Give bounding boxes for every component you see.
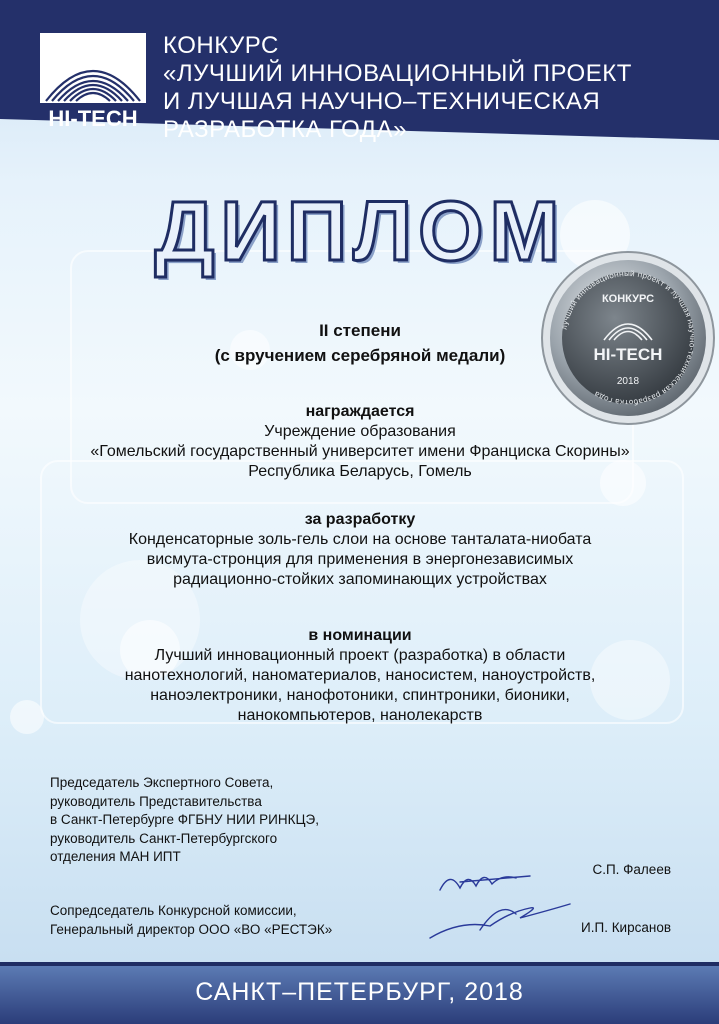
signatory2-title (50, 902, 332, 939)
decor-circle (10, 700, 44, 734)
awarded-block (60, 402, 660, 482)
diploma-title: ДИПЛОМ (154, 184, 566, 278)
signatory1-line: руководитель Представительства (50, 793, 262, 809)
development-block (60, 510, 660, 590)
signatory1-line: руководитель Санкт-Петербургского (50, 830, 278, 846)
nomination-block (60, 626, 660, 726)
signatory1-title (50, 774, 319, 867)
awarded-line: Республика Беларусь, Гомель (248, 463, 472, 480)
contest-title-line: И ЛУЧШАЯ НАУЧНО–ТЕХНИЧЕСКАЯ (163, 88, 601, 115)
medal-label-top: КОНКУРС (601, 293, 655, 305)
degree-note: (с вручением серебряной медали) (214, 346, 506, 365)
signatory2-line: Генеральный директор ООО «ВО «РЕСТЭК» (50, 921, 333, 937)
nomination-line: Лучший инновационный проект (разработка) в области (154, 647, 566, 664)
signatory1-line: Председатель Экспертного Совета, (50, 775, 274, 790)
signatory2-name: И.П. Кирсанов (581, 920, 671, 935)
medal-logo-text: HI-TECH (593, 345, 663, 364)
contest-title-line: РАЗРАБОТКА ГОДА» (163, 116, 407, 143)
signatory1-name: С.П. Фалеев (592, 862, 671, 877)
awarded-line: Учреждение образования (264, 423, 456, 440)
nomination-line: нанокомпьютеров, нанолекарств (237, 707, 483, 724)
degree-block (60, 318, 660, 368)
signatory2-line: Сопредседатель Конкурсной комиссии, (50, 903, 297, 918)
medal-year: 2018 (616, 376, 640, 387)
degree-line: II степени (319, 321, 401, 340)
contest-title (163, 32, 683, 144)
nomination-line: нанотехнологий, наноматериалов, наносистем, наноустройств, (124, 667, 596, 684)
development-line: радиационно-стойких запоминающих устройствах (173, 571, 547, 588)
signatory1-line: в Санкт-Петербурге ФГБНУ НИИ РИНКЦЭ, (50, 812, 319, 827)
development-line: висмута-стронция для применения в энергонезависимых (146, 551, 574, 568)
handwritten-signature (420, 860, 580, 950)
signatory1-line: отделения МАН ИПТ (50, 849, 181, 864)
awarded-line: «Гомельский государственный университет имени Франциска Скорины» (90, 443, 630, 460)
nomination-heading: в номинации (308, 627, 412, 644)
contest-title-line: «ЛУЧШИЙ ИННОВАЦИОННЫЙ ПРОЕКТ (163, 60, 632, 87)
nomination-line: наноэлектроники, нанофотоники, спинтроники, бионики, (150, 687, 570, 704)
awarded-heading: награждается (305, 403, 415, 420)
development-line: Конденсаторные золь-гель слои на основе танталата-ниобата (128, 531, 592, 548)
medal-ring-text: лучший инновационный проект и лучшая научно-техническая разработка года (559, 268, 698, 408)
contest-title-line: КОНКУРС (163, 32, 279, 59)
logo-text: HI-TECH (48, 106, 138, 131)
footer-city-year: САНКТ–ПЕТЕРБУРГ, 2018 (195, 978, 524, 1006)
development-heading: за разработку (304, 511, 416, 528)
